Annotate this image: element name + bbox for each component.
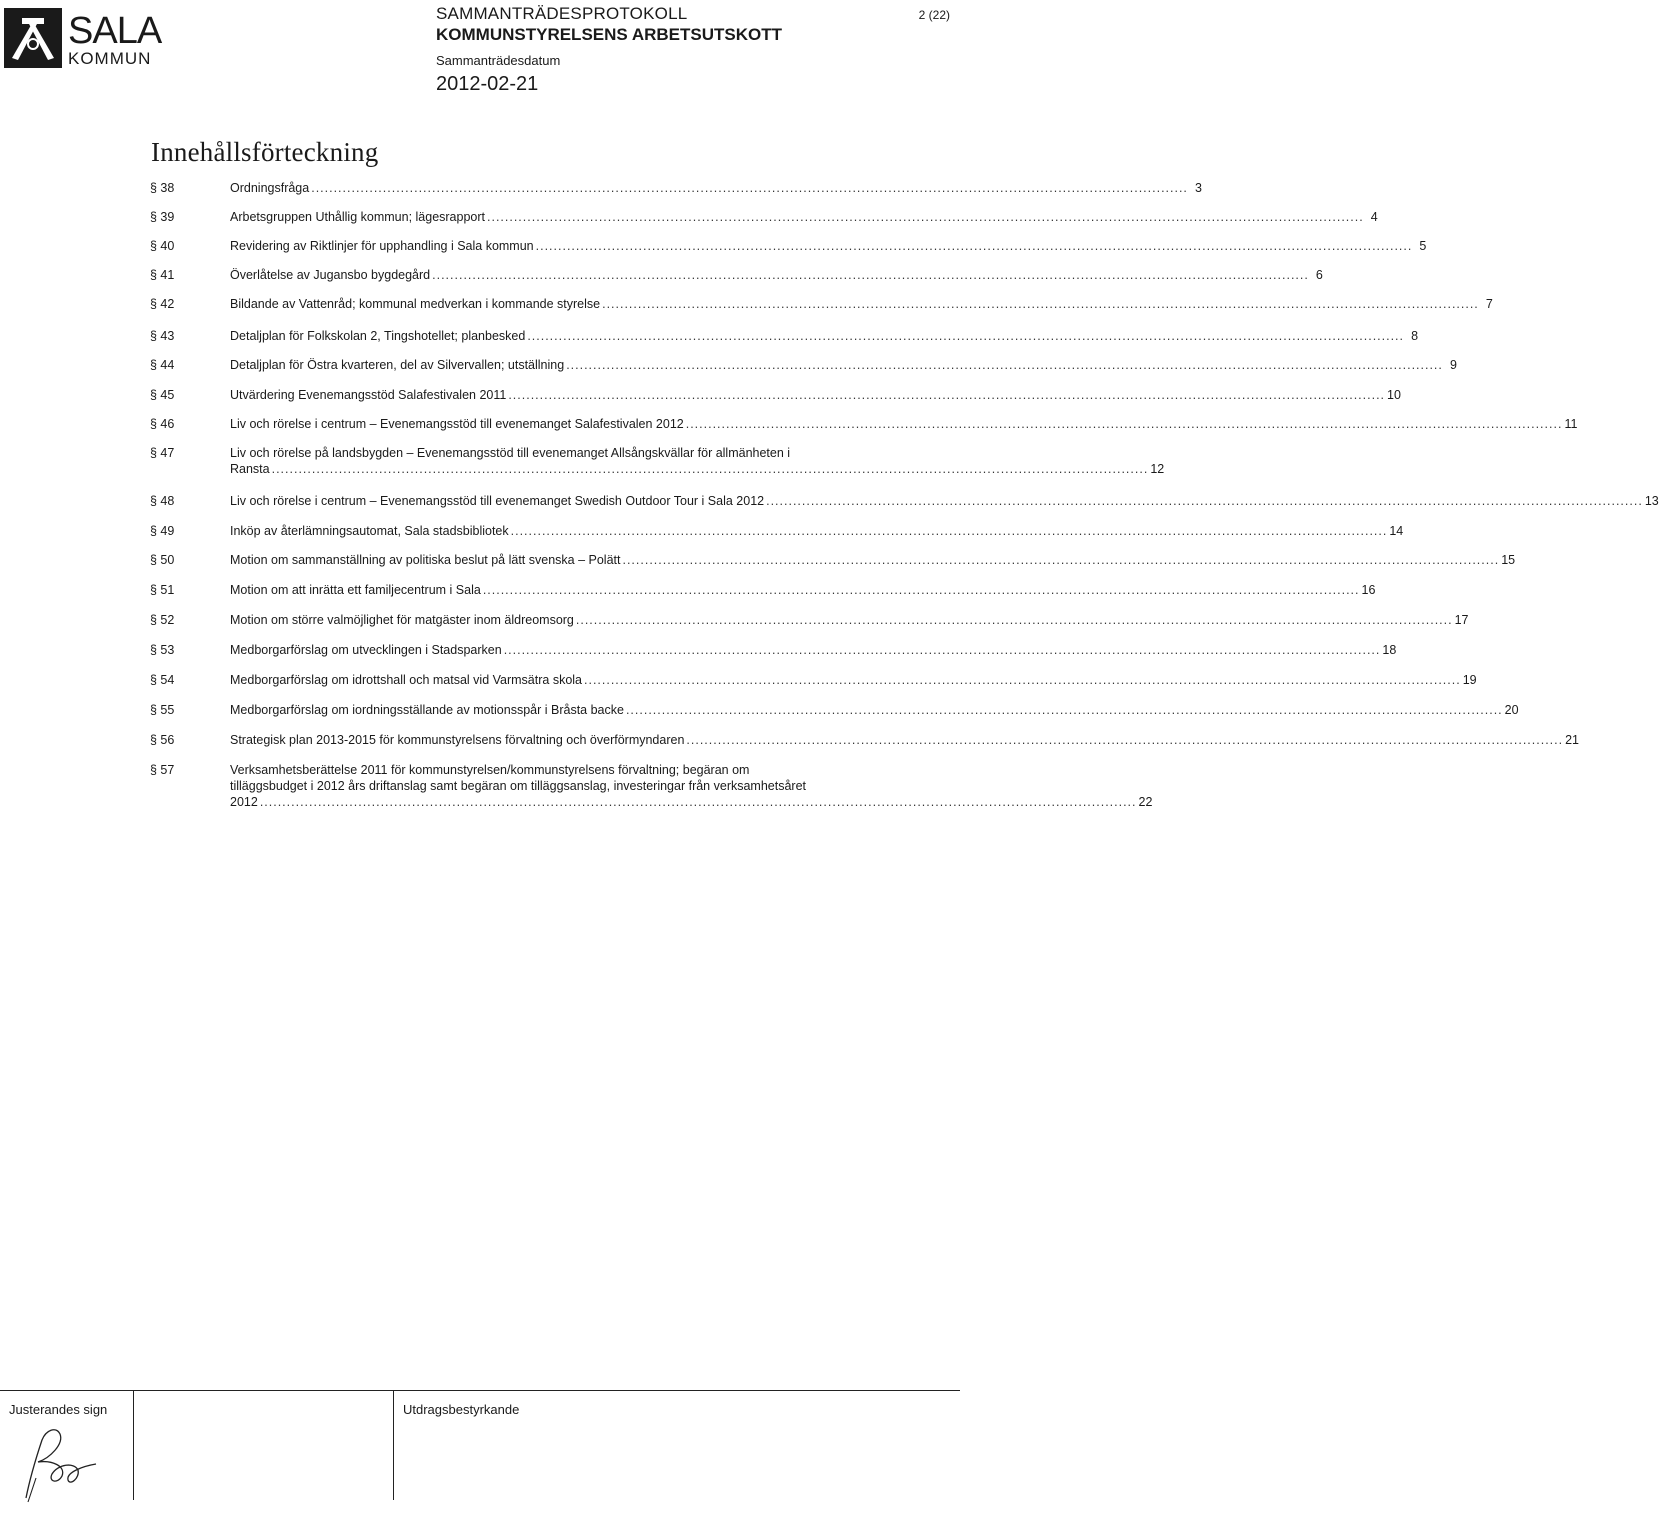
paragraph-number: § 46: [150, 417, 175, 431]
toc-item-title: Utvärdering Evenemangsstöd Salafestivalen 2011: [230, 388, 507, 402]
toc-item-page: 13: [1644, 494, 1659, 508]
paragraph-number: § 39: [150, 210, 175, 224]
toc-item-page: 12: [1150, 462, 1165, 476]
dot-leader: [574, 612, 1455, 628]
paragraph-number: § 49: [150, 524, 175, 538]
toc-item-title: Medborgarförslag om utvecklingen i Stadsparken: [230, 643, 502, 657]
dot-leader: [564, 357, 1445, 373]
dot-leader: [481, 582, 1362, 598]
toc-item-title: Ordningsfråga: [230, 181, 310, 195]
adjuster-sign-cell: [0, 1390, 133, 1500]
toc-item-title: Detaljplan för Östra kvarteren, del av Silvervallen; utställning: [230, 358, 565, 372]
dot-leader: [509, 523, 1390, 539]
dot-leader: [270, 461, 1151, 477]
paragraph-number: § 52: [150, 613, 175, 627]
toc-item-title: Liv och rörelse i centrum – Evenemangsstöd till evenemanget Salafestivalen 2012: [230, 417, 684, 431]
document-header: [436, 4, 896, 95]
dot-leader: [309, 180, 1190, 196]
toc-item-title: Detaljplan för Folkskolan 2, Tingshotellet; planbesked: [230, 329, 526, 343]
toc-item-title: Ransta: [230, 462, 270, 476]
paragraph-number: § 56: [150, 733, 175, 747]
page-number: 2 (22): [918, 8, 950, 22]
toc-item-page: 17: [1454, 613, 1469, 627]
sala-emblem-icon: [4, 8, 62, 68]
paragraph-number: § 50: [150, 553, 175, 567]
paragraph-number: § 54: [150, 673, 175, 687]
toc-item-title: Bildande av Vattenråd; kommunal medverkan i kommande styrelse: [230, 297, 601, 311]
paragraph-number: § 43: [150, 329, 175, 343]
toc-item-page: 10: [1387, 388, 1401, 402]
paragraph-number: § 42: [150, 297, 175, 311]
paragraph-number: § 53: [150, 643, 175, 657]
toc-item-title-line: Liv och rörelse på landsbygden – Evenemangsstöd till evenemanget Allsångskvällar för allmänheten i: [230, 446, 791, 460]
dot-leader: [684, 732, 1565, 748]
toc-item-page: 18: [1382, 643, 1397, 657]
extract-certification-label: Utdragsbestyrkande: [403, 1402, 520, 1417]
toc-item-title: Medborgarförslag om iordningsställande av motionsspår i Bråsta backe: [230, 703, 624, 717]
dot-leader: [506, 387, 1387, 403]
toc-item-page: 6: [1315, 268, 1323, 282]
toc-item-page: 15: [1501, 553, 1516, 567]
toc-item-page: 21: [1565, 733, 1580, 747]
toc-item-page: 7: [1485, 297, 1493, 311]
document-type: SAMMANTRÄDESPROTOKOLL: [436, 4, 688, 23]
dot-leader: [258, 794, 1139, 810]
paragraph-number: § 57: [150, 763, 175, 777]
toc-item-page: 8: [1411, 329, 1419, 343]
paragraph-number: § 38: [150, 181, 175, 195]
meeting-date: 2012-02-21: [436, 73, 539, 95]
paragraph-number: § 44: [150, 358, 175, 372]
toc-item-title: Revidering av Riktlinjer för upphandling i Sala kommun: [230, 239, 534, 253]
toc-item-title-line: Verksamhetsberättelse 2011 för kommunstyrelsen/kommunstyrelsens förvaltning; begäran om: [230, 763, 750, 777]
dot-leader: [525, 328, 1406, 344]
dot-leader: [620, 552, 1501, 568]
paragraph-number: § 47: [150, 446, 175, 460]
dot-leader: [485, 209, 1366, 225]
dot-leader: [430, 267, 1311, 283]
paragraph-number: § 55: [150, 703, 175, 717]
logo-subtitle: KOMMUN: [68, 49, 152, 68]
toc-item-page: 19: [1462, 673, 1477, 687]
meeting-date-label: Sammanträdesdatum: [436, 53, 561, 68]
paragraph-number: § 51: [150, 583, 175, 597]
dot-leader: [502, 642, 1383, 658]
extract-certification-cell: [393, 1390, 959, 1500]
signature-cell-empty: [133, 1390, 394, 1500]
toc-title: Innehållsförteckning: [151, 137, 379, 167]
paragraph-number: § 45: [150, 388, 175, 402]
logo-name: SALA: [68, 10, 162, 52]
toc-item-title-line: tilläggsbudget i 2012 års driftanslag samt begäran om tilläggsanslag, investeringar från verksamhetsåret: [230, 779, 807, 793]
toc-item-title: Strategisk plan 2013-2015 för kommunstyrelsens förvaltning och överförmyndaren: [230, 733, 685, 747]
dot-leader: [624, 702, 1505, 718]
dot-leader: [684, 416, 1565, 432]
toc-item-page: 14: [1389, 524, 1404, 538]
toc-item-title: Medborgarförslag om idrottshall och matsal vid Varmsätra skola: [230, 673, 582, 687]
paragraph-number: § 40: [150, 239, 175, 253]
toc-item-page: 16: [1361, 583, 1376, 597]
dot-leader: [582, 672, 1463, 688]
toc-item-title: Liv och rörelse i centrum – Evenemangsstöd till evenemanget Swedish Outdoor Tour i Sala 2012: [230, 494, 765, 508]
signature-footer: [0, 1390, 960, 1508]
paragraph-number: § 41: [150, 268, 175, 282]
toc-item-page: 5: [1419, 239, 1427, 253]
toc-item-title: Inköp av återlämningsautomat, Sala stadsbibliotek: [230, 524, 509, 538]
handwritten-signature: [8, 1418, 118, 1508]
toc-item-page: 20: [1504, 703, 1519, 717]
toc-item-title: Arbetsgruppen Uthållig kommun; lägesrapport: [230, 210, 485, 224]
dot-leader: [534, 238, 1415, 254]
toc-item-title: Motion om sammanställning av politiska beslut på lätt svenska – Polätt: [230, 553, 621, 567]
toc-item-page: 22: [1138, 795, 1153, 809]
dot-leader: [600, 296, 1481, 312]
toc-item-page: 9: [1449, 358, 1457, 372]
toc-item-title: 2012: [230, 795, 258, 809]
municipality-logo: [0, 0, 170, 80]
toc-item-page: 4: [1370, 210, 1378, 224]
toc-item-title: Motion om att inrätta ett familjecentrum i Sala: [230, 583, 481, 597]
dot-leader: [764, 493, 1645, 509]
paragraph-number: § 48: [150, 494, 175, 508]
toc-item-page: 3: [1194, 181, 1202, 195]
toc-item-title: Överlåtelse av Jugansbo bygdegård: [230, 268, 431, 282]
adjuster-sign-label: Justerandes sign: [9, 1402, 108, 1417]
toc-item-page: 11: [1564, 417, 1578, 431]
committee-name: KOMMUNSTYRELSENS ARBETSUTSKOTT: [436, 25, 782, 44]
toc-item-title: Motion om större valmöjlighet för matgäster inom äldreomsorg: [230, 613, 574, 627]
